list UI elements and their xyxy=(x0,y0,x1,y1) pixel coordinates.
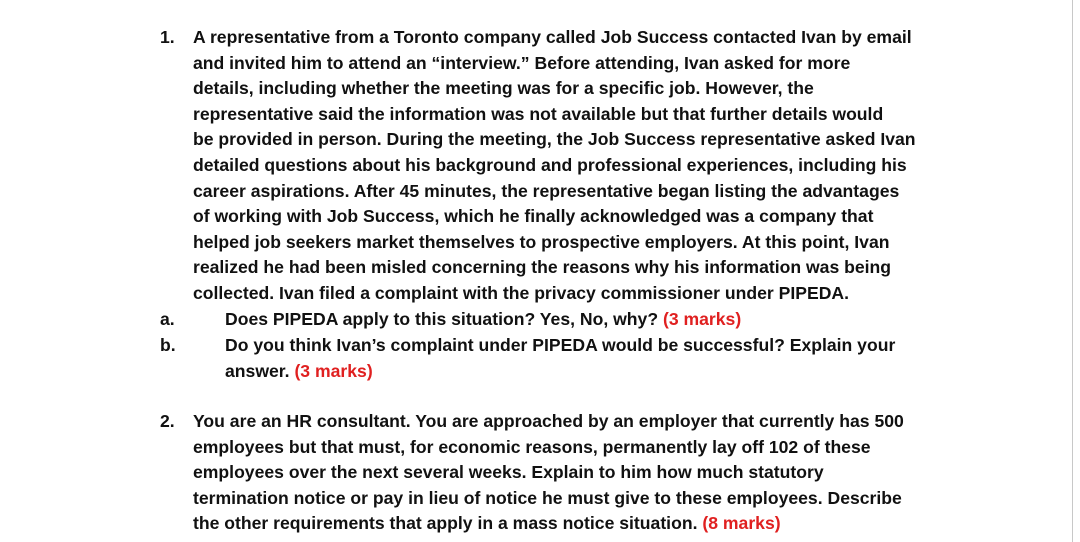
part-letter: a. xyxy=(160,309,175,329)
page-edge-divider xyxy=(1072,0,1073,542)
question-1-part-a xyxy=(160,307,950,333)
marks-label: (3 marks) xyxy=(294,360,373,381)
question-number: 2. xyxy=(160,411,175,431)
question-1-part-b xyxy=(160,333,950,384)
part-text: Do you think Ivan’s complaint under PIPEDA would be successful? Explain your answer. xyxy=(225,335,896,381)
question-text: You are an HR consultant. You are approached by an employer that currently has 500 employees but that must, for economic reasons, permanently lay off 102 of these employees over the next several weeks. Explain to him how much statutory termination notice or pay in lieu of notice he must give to these employees. Describe the other requirements that apply in a mass notice situation. xyxy=(193,411,904,534)
marks-label: (3 marks) xyxy=(662,309,742,329)
question-text: A representative from a Toronto company called Job Success contacted Ivan by email and invited him to attend an “interview.” Before attending, Ivan asked for more details, including whether the meeting was for a specific job. However, the representative said the information was not available but that further details would be provided in person. During the meeting, the Job Success representative asked Ivan detailed questions about his background and professional experiences, including his career aspirations. After 45 minutes, the representative began listing the advantages of working with Job Success, which he finally acknowledged was a company that helped job seekers market themselves to prospective employers. At this point, Ivan realized he had been misled concerning the reasons why his information was being collected. Ivan filed a complaint with the privacy commissioner under PIPEDA. xyxy=(193,27,916,303)
question-1 xyxy=(160,25,950,307)
part-text-wrapper xyxy=(225,307,950,333)
part-letter: b. xyxy=(160,335,176,355)
marks-label: (8 marks) xyxy=(702,513,781,534)
question-number: 1. xyxy=(160,27,175,47)
part-text-wrapper xyxy=(225,333,950,384)
question-2 xyxy=(160,409,950,537)
question-text-wrapper xyxy=(193,409,950,537)
part-text: Does PIPEDA apply to this situation? Yes, No, why? xyxy=(225,309,659,329)
